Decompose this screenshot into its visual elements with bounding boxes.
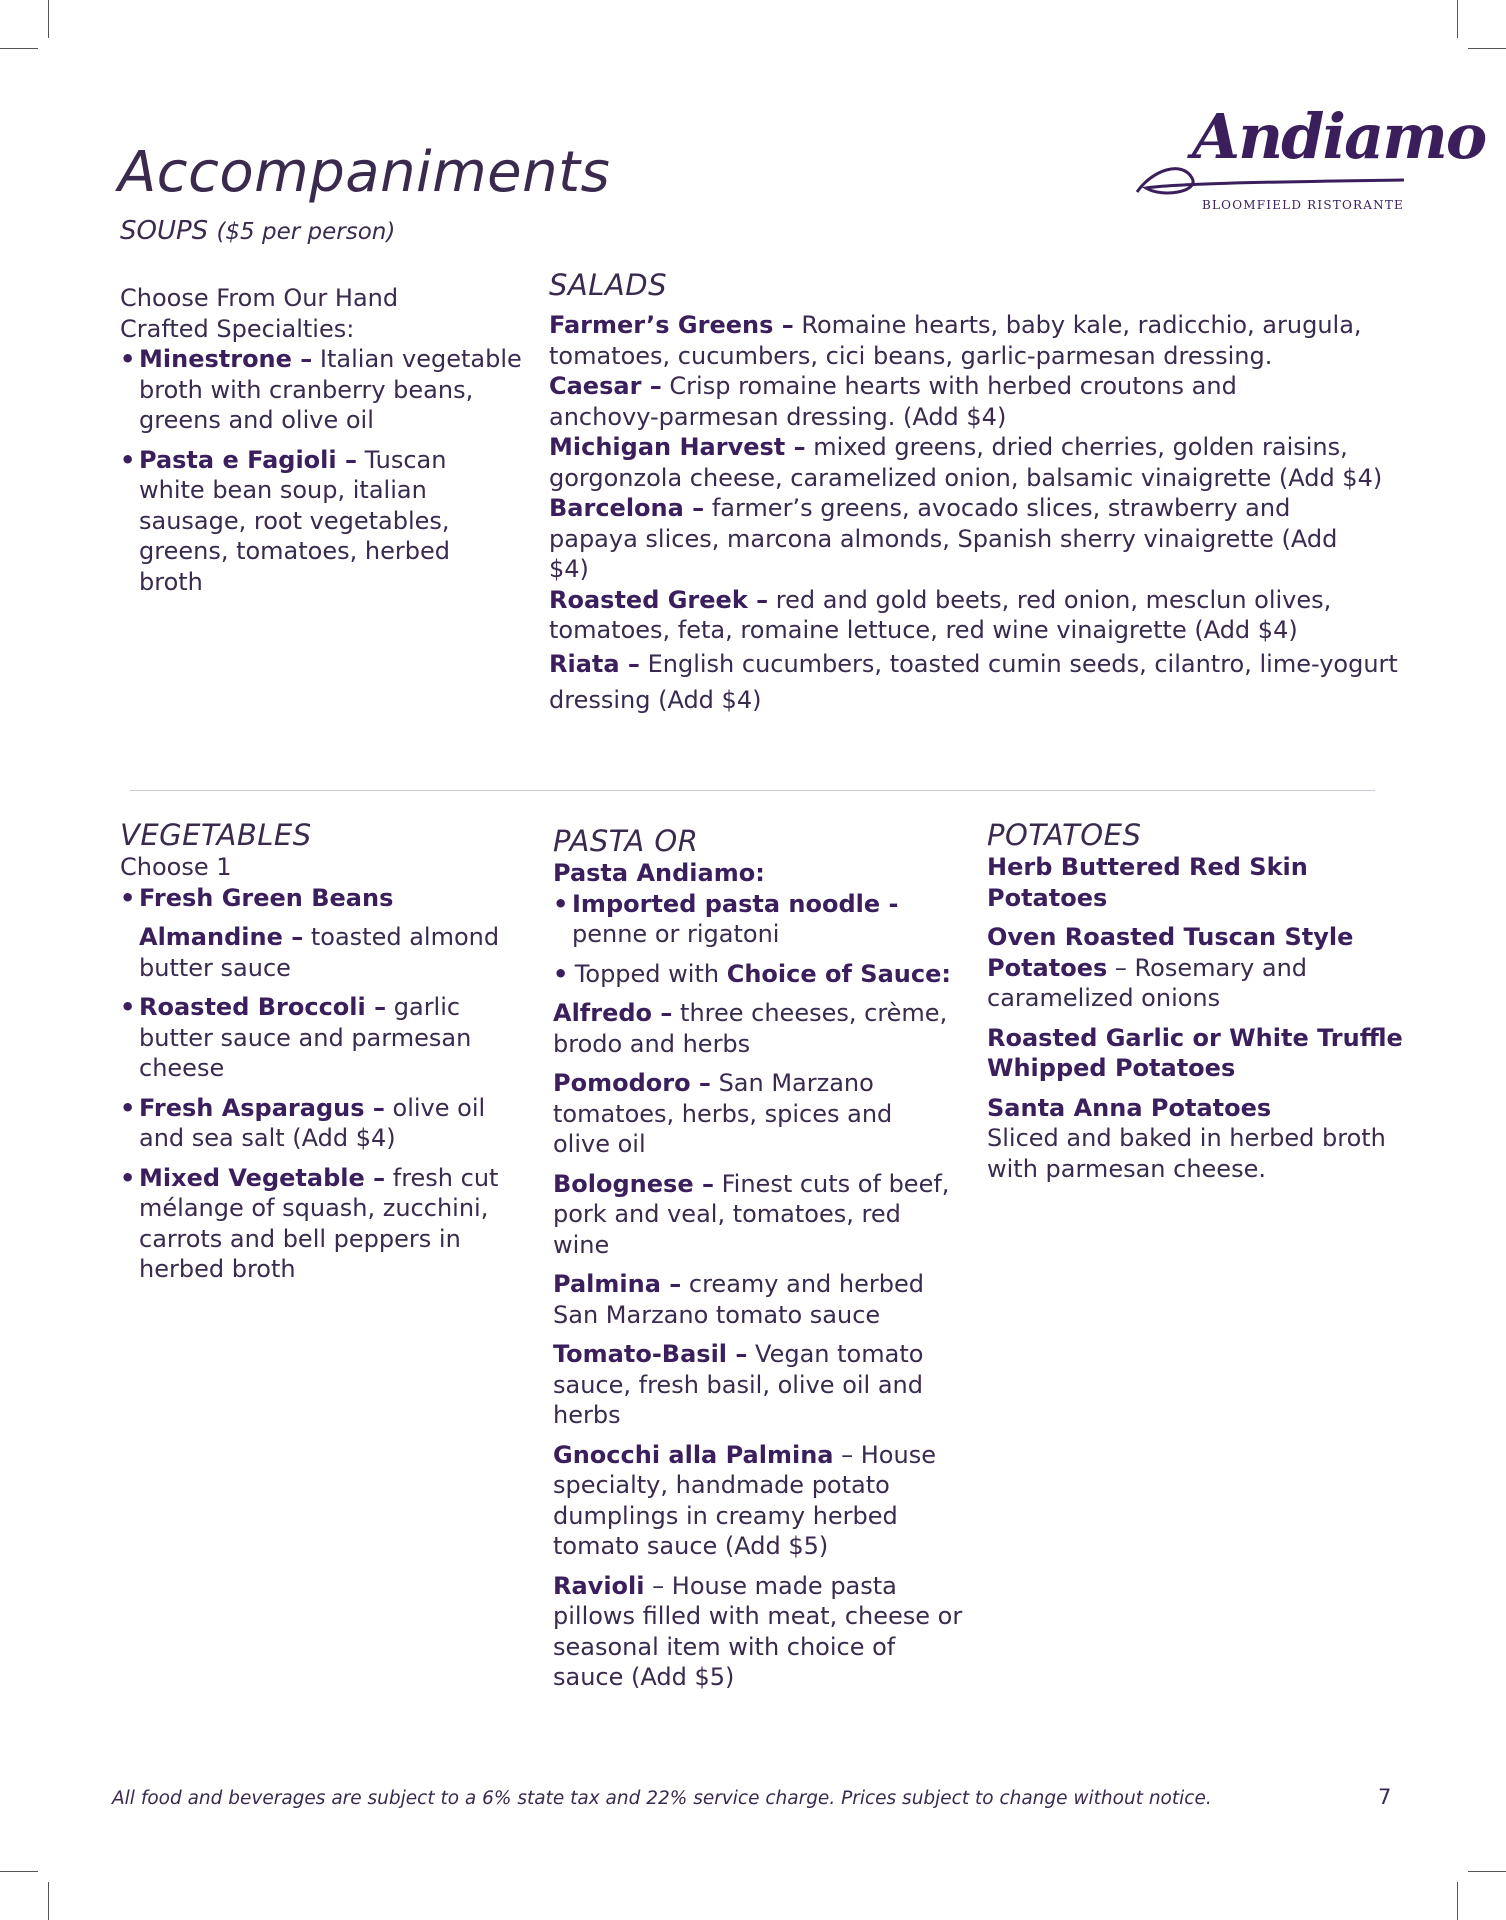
bullet-glyph: •	[553, 959, 575, 988]
item-name: Bolognese –	[553, 1169, 714, 1198]
item-desc: Sliced and baked in herbed broth with parmesan cheese.	[987, 1124, 1386, 1183]
item-name: Oven Roasted Tuscan Style Potatoes	[987, 923, 1354, 982]
item-desc: Romaine hearts, baby kale, radicchio, arugula, tomatoes, cucumbers, cici beans, garlic-parmesan dressing.	[549, 311, 1362, 370]
item-name: Pasta e Fagioli –	[139, 445, 357, 474]
item-desc: creamy and herbed San Marzano tomato sauce	[553, 1270, 924, 1329]
vegetables-intro: Choose 1	[120, 853, 232, 881]
pasta-section	[553, 824, 973, 1693]
item-desc-block	[139, 922, 540, 983]
list-item	[120, 992, 519, 1084]
crop-mark	[0, 1871, 38, 1872]
pasta-subheading-label: Pasta Andiamo:	[553, 859, 765, 887]
list-item	[120, 1163, 529, 1285]
list-item	[553, 1571, 963, 1693]
list-item	[553, 1169, 953, 1261]
list-item	[120, 1093, 519, 1154]
item-name: Farmer’s Greens –	[549, 311, 794, 339]
item-name: Palmina –	[553, 1270, 682, 1298]
item-name: Gnocchi alla Palmina	[553, 1440, 834, 1469]
soups-heading-label: SOUPS	[120, 216, 209, 246]
andiamo-logo	[1132, 100, 1486, 220]
item-desc: garlic butter sauce and parmesan cheese	[139, 993, 472, 1082]
crop-mark	[1457, 1882, 1458, 1920]
sauce-prefix: Topped with	[574, 959, 720, 988]
item-desc: olive oil and sea salt (Add $4)	[139, 1093, 486, 1152]
item-desc: fresh cut mélange of squash, zucchini, carrots and bell peppers in herbed broth	[139, 1163, 499, 1283]
item-name: Roasted Broccoli –	[139, 993, 387, 1021]
soups-heading	[120, 216, 395, 246]
page-title: Accompaniments	[118, 140, 611, 205]
potatoes-heading: POTATOES	[987, 818, 1142, 852]
item-name: Minestrone –	[139, 345, 313, 373]
item-desc: Tuscan white bean soup, italian sausage, root vegetables, greens, tomatoes, herbed broth	[139, 445, 450, 596]
logo-wordmark: Andiamo	[1192, 100, 1486, 173]
item-desc: – Rosemary and caramelized onions	[987, 953, 1308, 1012]
item-name: Almandine –	[139, 923, 304, 951]
list-item	[120, 883, 540, 984]
item-desc: Vegan tomato sauce, fresh basil, olive oil and herbs	[553, 1340, 924, 1429]
list-item	[120, 344, 530, 436]
item-name: Roasted Garlic or White Truffle Whipped Potatoes	[987, 1023, 1403, 1082]
crop-mark	[1468, 48, 1506, 49]
list-item	[549, 493, 1359, 585]
pasta-heading: PASTA OR	[553, 824, 699, 858]
item-name: Fresh Asparagus –	[139, 1093, 385, 1122]
logo-tagline: BLOOMFIELD RISTORANTE	[1202, 198, 1404, 212]
item-desc: Crisp romaine hearts with herbed croutons and anchovy-parmesan dressing. (Add $4)	[549, 372, 1237, 431]
item-desc: San Marzano tomatoes, herbs, spices and olive oil	[553, 1069, 893, 1158]
item-name: Michigan Harvest –	[549, 433, 806, 461]
item-name: Alfredo –	[553, 999, 673, 1027]
list-item	[553, 1068, 923, 1160]
list-item	[549, 432, 1399, 493]
soups-price-note: ($5 per person)	[216, 219, 396, 245]
pasta-subheading	[553, 858, 973, 889]
salads-heading: SALADS	[549, 268, 667, 302]
list-item	[987, 1093, 1407, 1185]
item-desc: – House made pasta pillows filled with meat, cheese or seasonal item with choice of sauce (Add $5)	[553, 1571, 963, 1691]
list-item	[549, 371, 1249, 432]
list-item	[553, 1440, 943, 1562]
footer-note: All food and beverages are subject to a 6% state tax and 22% service charge. Prices subject to change without notice.	[112, 1788, 1212, 1809]
item-desc: – House specialty, handmade potato dumplings in creamy herbed tomato sauce (Add $5)	[553, 1440, 936, 1560]
list-item	[553, 1269, 953, 1330]
list-item	[549, 310, 1399, 371]
crop-mark	[0, 48, 38, 49]
item-name: Barcelona –	[549, 494, 705, 522]
item-name: Fresh Green Beans	[139, 883, 394, 912]
list-item	[553, 998, 963, 1059]
item-name: Ravioli	[553, 1571, 645, 1600]
item-desc: toasted almond butter sauce	[139, 923, 500, 982]
item-name: Imported pasta noodle -	[572, 889, 899, 918]
vegetables-section	[120, 818, 540, 1285]
item-desc: three cheeses, crème, brodo and herbs	[553, 999, 948, 1058]
item-name: Riata –	[549, 649, 640, 678]
salads-section	[549, 268, 1399, 718]
list-item	[987, 1023, 1407, 1084]
crop-mark	[1468, 1871, 1506, 1872]
item-desc: Finest cuts of beef, pork and veal, tomatoes, red wine	[553, 1169, 950, 1259]
item-name: Pomodoro –	[553, 1069, 711, 1097]
item-desc: penne or rigatoni	[572, 920, 780, 948]
item-desc: Italian vegetable broth with cranberry beans, greens and olive oil	[139, 345, 522, 434]
list-item	[553, 959, 973, 990]
item-name: Roasted Greek –	[549, 585, 769, 614]
list-item	[549, 585, 1399, 646]
list-item	[553, 1339, 953, 1431]
vegetables-heading: VEGETABLES	[120, 818, 312, 852]
list-item	[987, 852, 1317, 913]
item-name: Caesar –	[549, 372, 662, 400]
crop-mark	[48, 0, 49, 38]
sauce-label: Choice of Sauce:	[726, 959, 951, 988]
item-name: Santa Anna Potatoes	[987, 1093, 1272, 1122]
item-desc: farmer’s greens, avocado slices, strawberry and papaya slices, marcona almonds, Spanish sherry vinaigrette (Add $4)	[549, 494, 1338, 583]
list-item	[549, 646, 1399, 718]
section-divider	[130, 790, 1375, 791]
soups-section	[120, 283, 530, 597]
item-desc: red and gold beets, red onion, mesclun olives, tomatoes, feta, romaine lettuce, red wine vinaigrette (Add $4)	[549, 585, 1332, 644]
page-number: 7	[1378, 1785, 1392, 1809]
list-item	[553, 889, 973, 950]
item-name: Tomato-Basil –	[553, 1340, 748, 1368]
item-desc: mixed greens, dried cherries, golden raisins, gorgonzola cheese, caramelized onion, balsamic vinaigrette (Add $4)	[549, 433, 1383, 492]
item-name: Mixed Vegetable –	[139, 1163, 386, 1192]
list-item	[120, 445, 499, 598]
crop-mark	[1457, 0, 1458, 38]
item-desc: English cucumbers, toasted cumin seeds, cilantro, lime-yogurt dressing (Add $4)	[549, 649, 1398, 714]
crop-mark	[48, 1882, 49, 1920]
soups-intro: Choose From Our Hand Crafted Specialties:	[120, 284, 399, 343]
item-name: Herb Buttered Red Skin Potatoes	[987, 853, 1308, 912]
potatoes-section	[987, 818, 1417, 1184]
list-item	[987, 922, 1377, 1014]
